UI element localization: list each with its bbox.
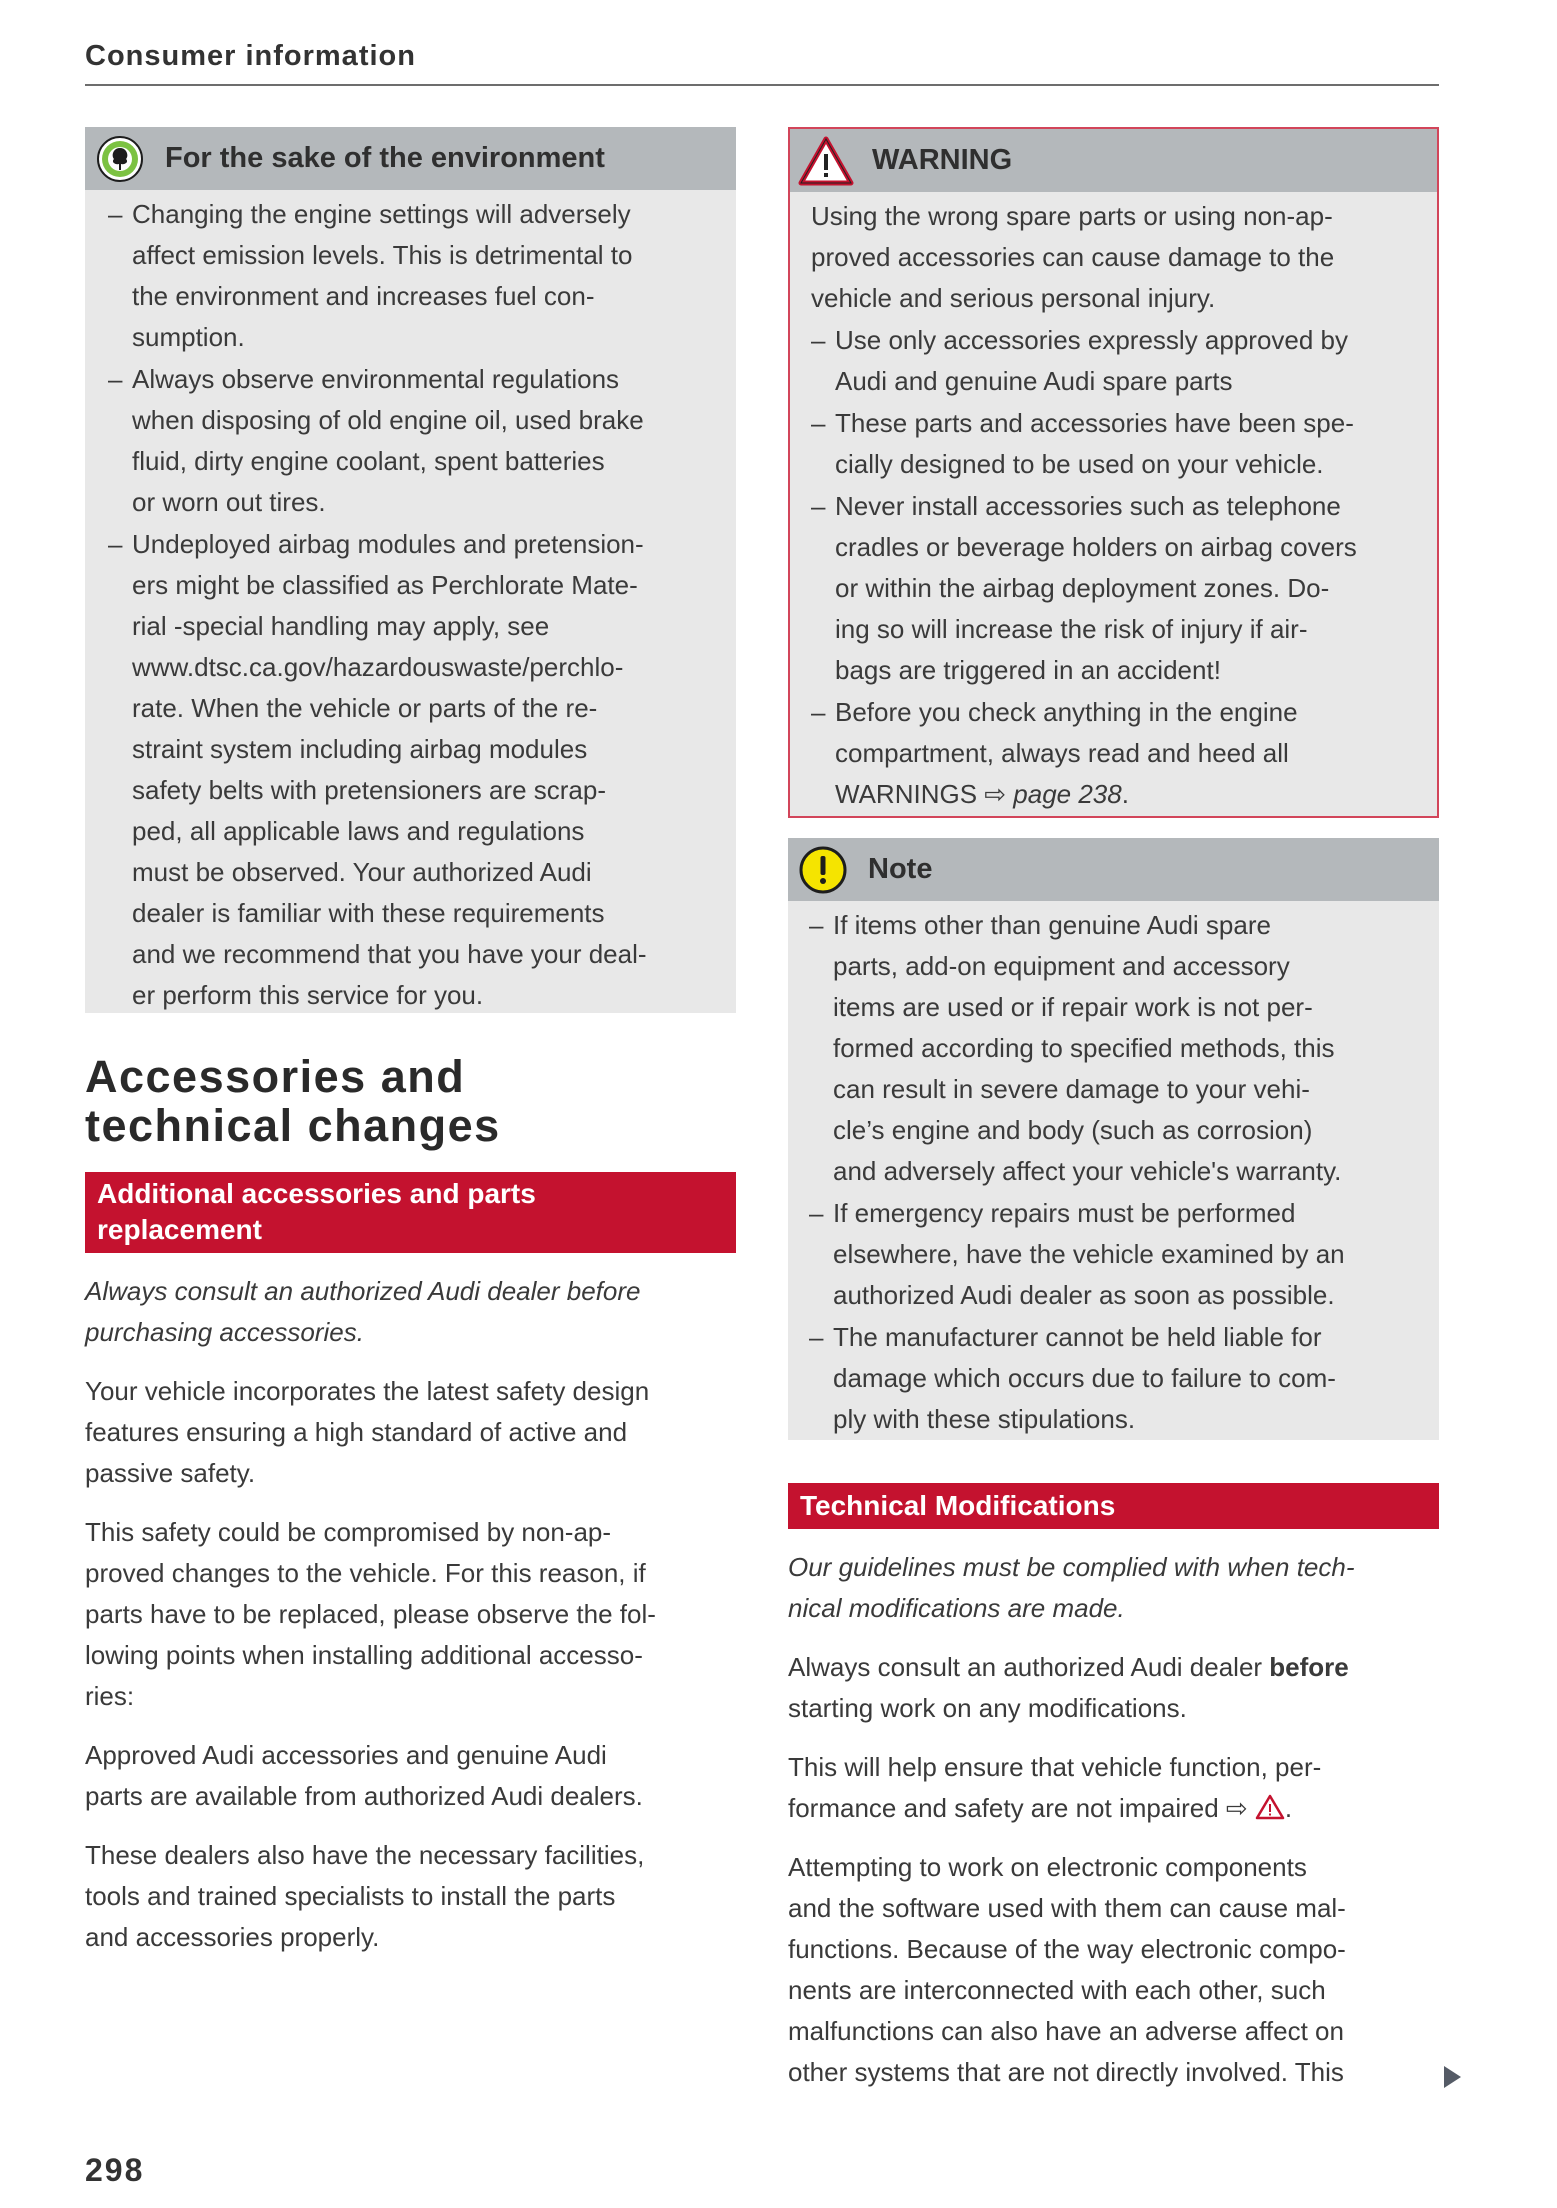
text-segment: formance and safety are not impaired ⇨ bbox=[788, 1793, 1255, 1823]
bullet-dash: – bbox=[811, 697, 826, 727]
bullet-dash: – bbox=[809, 1322, 824, 1352]
text-line: er perform this service for you. bbox=[132, 980, 484, 1010]
paragraph bbox=[85, 1735, 745, 1817]
paragraph bbox=[85, 1371, 745, 1494]
warning-box-content bbox=[790, 192, 1437, 815]
warning-box-title: WARNING bbox=[872, 144, 1013, 176]
triangle-right-icon bbox=[1444, 2066, 1461, 2088]
section-heading-line: technical changes bbox=[85, 1100, 501, 1151]
text-line: and accessories properly. bbox=[85, 1922, 380, 1952]
page-reference: page 238 bbox=[1013, 779, 1122, 809]
text-line: elsewhere, have the vehicle examined by an bbox=[833, 1239, 1345, 1269]
paragraph bbox=[85, 1835, 745, 1958]
list-item bbox=[811, 486, 1437, 691]
text-line: passive safety. bbox=[85, 1458, 256, 1488]
header-rule bbox=[85, 84, 1439, 86]
text-line: Your vehicle incorporates the latest safety design bbox=[85, 1376, 650, 1406]
text-line: safety belts with pretensioners are scrap- bbox=[132, 775, 606, 805]
paragraph bbox=[788, 1647, 1468, 1729]
text-line: proved accessories can cause damage to the bbox=[811, 242, 1335, 272]
section-heading bbox=[85, 1052, 501, 1150]
text-line: This will help ensure that vehicle function, per- bbox=[788, 1752, 1322, 1782]
text-line: Always observe environmental regulations bbox=[132, 364, 620, 394]
text-line: bags are triggered in an accident! bbox=[835, 655, 1221, 685]
text-line: www.dtsc.ca.gov/hazardouswaste/perchlo- bbox=[132, 652, 624, 682]
text-line: proved changes to the vehicle. For this reason, if bbox=[85, 1558, 646, 1588]
text-line: These parts and accessories have been spe- bbox=[835, 408, 1354, 438]
text-line: vehicle and serious personal injury. bbox=[811, 283, 1216, 313]
left-body-text bbox=[85, 1271, 745, 1976]
text-line: ply with these stipulations. bbox=[833, 1404, 1136, 1434]
text-segment: . bbox=[1121, 779, 1129, 809]
text-line: starting work on any modifications. bbox=[788, 1693, 1187, 1723]
warning-box-header bbox=[790, 129, 1437, 192]
environment-box-header bbox=[85, 127, 736, 190]
text-line: Our guidelines must be complied with when tech- bbox=[788, 1552, 1355, 1582]
text-line: items are used or if repair work is not per- bbox=[833, 992, 1313, 1022]
text-line: or within the airbag deployment zones. Do- bbox=[835, 573, 1330, 603]
text-line: and we recommend that you have your deal- bbox=[132, 939, 647, 969]
text-line: formed according to specified methods, this bbox=[833, 1033, 1335, 1063]
text-line: features ensuring a high standard of active and bbox=[85, 1417, 628, 1447]
text-line: ped, all applicable laws and regulations bbox=[132, 816, 585, 846]
text-line: affect emission levels. This is detrimental to bbox=[132, 240, 633, 270]
right-body-text bbox=[788, 1547, 1468, 2111]
environment-box-title: For the sake of the environment bbox=[165, 142, 605, 174]
running-title: Consumer information bbox=[85, 40, 416, 72]
environment-box bbox=[85, 127, 736, 1013]
text-line: rate. When the vehicle or parts of the re- bbox=[132, 693, 598, 723]
subheading-line: replacement bbox=[97, 1214, 262, 1245]
text-line: other systems that are not directly involved. This bbox=[788, 2057, 1344, 2087]
text-line: fluid, dirty engine coolant, spent batteries bbox=[132, 446, 605, 476]
text-line bbox=[788, 1788, 1468, 1829]
text-line: ers might be classified as Perchlorate Mate- bbox=[132, 570, 638, 600]
text-segment: . bbox=[1284, 1793, 1293, 1823]
text-line: parts are available from authorized Audi dealers. bbox=[85, 1781, 643, 1811]
bullet-dash: – bbox=[108, 364, 123, 394]
text-line: damage which occurs due to failure to com- bbox=[833, 1363, 1336, 1393]
text-line: If items other than genuine Audi spare bbox=[833, 910, 1271, 940]
text-line: functions. Because of the way electronic compo- bbox=[788, 1934, 1346, 1964]
list-item bbox=[809, 1317, 1439, 1440]
note-box bbox=[788, 838, 1439, 1440]
text-line: must be observed. Your authorized Audi bbox=[132, 857, 592, 887]
paragraph bbox=[788, 1847, 1468, 2093]
bullet-dash: – bbox=[108, 529, 123, 559]
text-line: malfunctions can also have an adverse affect on bbox=[788, 2016, 1344, 2046]
bullet-dash: – bbox=[809, 910, 824, 940]
paragraph bbox=[788, 1747, 1468, 1829]
list-item bbox=[811, 320, 1437, 402]
text-line: Changing the engine settings will adversely bbox=[132, 199, 631, 229]
text-line: Always consult an authorized Audi dealer before bbox=[85, 1276, 641, 1306]
text-line: tools and trained specialists to install the parts bbox=[85, 1881, 616, 1911]
text-segment: Always consult an authorized Audi dealer bbox=[788, 1652, 1270, 1682]
text-line: straint system including airbag modules bbox=[132, 734, 588, 764]
text-line: Audi and genuine Audi spare parts bbox=[835, 366, 1233, 396]
text-segment: WARNINGS ⇨ bbox=[835, 779, 1014, 809]
text-line: Attempting to work on electronic components bbox=[788, 1852, 1307, 1882]
text-line: compartment, always read and heed all bbox=[835, 738, 1289, 768]
paragraph bbox=[811, 196, 1437, 319]
text-line: sumption. bbox=[132, 322, 245, 352]
text-line: Use only accessories expressly approved by bbox=[835, 325, 1349, 355]
exclamation-circle-icon bbox=[798, 845, 848, 895]
bullet-dash: – bbox=[811, 408, 826, 438]
bold-text: before bbox=[1269, 1652, 1349, 1682]
text-line: authorized Audi dealer as soon as possible. bbox=[833, 1280, 1335, 1310]
list-item bbox=[811, 403, 1437, 485]
note-box-content bbox=[788, 901, 1439, 1440]
text-line: lowing points when installing additional accesso- bbox=[85, 1640, 643, 1670]
paragraph bbox=[85, 1512, 745, 1717]
note-box-title: Note bbox=[868, 853, 933, 885]
text-line: rial -special handling may apply, see bbox=[132, 611, 550, 641]
bullet-dash: – bbox=[809, 1198, 824, 1228]
text-line: or worn out tires. bbox=[132, 487, 326, 517]
tree-icon bbox=[95, 134, 145, 184]
text-line: when disposing of old engine oil, used brake bbox=[132, 405, 644, 435]
list-item bbox=[108, 524, 736, 1016]
text-line: cle’s engine and body (such as corrosion) bbox=[833, 1115, 1313, 1145]
text-line: This safety could be compromised by non-ap- bbox=[85, 1517, 612, 1547]
text-line: These dealers also have the necessary facilities, bbox=[85, 1840, 645, 1870]
text-line: Using the wrong spare parts or using non-ap- bbox=[811, 201, 1333, 231]
text-line: ing so will increase the risk of injury if air- bbox=[835, 614, 1308, 644]
list-item bbox=[809, 905, 1439, 1192]
warning-box bbox=[788, 127, 1439, 818]
environment-box-content bbox=[85, 190, 736, 1016]
paragraph bbox=[788, 1547, 1468, 1629]
text-line: parts have to be replaced, please observe the fol- bbox=[85, 1599, 656, 1629]
text-line: Never install accessories such as telephone bbox=[835, 491, 1341, 521]
list-item bbox=[809, 1193, 1439, 1316]
text-line bbox=[811, 774, 1437, 815]
text-line: Before you check anything in the engine bbox=[835, 697, 1298, 727]
text-line: Undeployed airbag modules and pretension- bbox=[132, 529, 644, 559]
page-number: 298 bbox=[85, 2152, 145, 2188]
text-line: nents are interconnected with each other, such bbox=[788, 1975, 1326, 2005]
text-line: The manufacturer cannot be held liable for bbox=[833, 1322, 1322, 1352]
list-item bbox=[811, 692, 1437, 815]
bullet-dash: – bbox=[811, 491, 826, 521]
text-line: cradles or beverage holders on airbag covers bbox=[835, 532, 1357, 562]
text-line: cially designed to be used on your vehicle. bbox=[835, 449, 1324, 479]
bullet-dash: – bbox=[811, 325, 826, 355]
text-line: ries: bbox=[85, 1681, 135, 1711]
warning-triangle-icon bbox=[798, 136, 854, 186]
warning-triangle-icon bbox=[1255, 1794, 1285, 1820]
text-line: parts, add-on equipment and accessory bbox=[833, 951, 1290, 981]
text-line: If emergency repairs must be performed bbox=[833, 1198, 1296, 1228]
paragraph bbox=[85, 1271, 745, 1353]
list-item bbox=[108, 359, 736, 523]
text-line: the environment and increases fuel con- bbox=[132, 281, 595, 311]
text-line: purchasing accessories. bbox=[85, 1317, 364, 1347]
text-line bbox=[788, 1647, 1468, 1688]
bullet-dash: – bbox=[108, 199, 123, 229]
text-line: and adversely affect your vehicle's warranty. bbox=[833, 1156, 1342, 1186]
text-line: Approved Audi accessories and genuine Audi bbox=[85, 1740, 607, 1770]
subheading-technical-modifications: Technical Modifications bbox=[788, 1483, 1439, 1529]
section-heading-line: Accessories and bbox=[85, 1051, 466, 1102]
subheading-accessories bbox=[85, 1172, 736, 1253]
text-line: and the software used with them can cause mal- bbox=[788, 1893, 1346, 1923]
note-box-header bbox=[788, 838, 1439, 901]
list-item bbox=[108, 194, 736, 358]
text-line: dealer is familiar with these requirements bbox=[132, 898, 605, 928]
subheading-line: Additional accessories and parts bbox=[97, 1178, 536, 1209]
text-line: nical modifications are made. bbox=[788, 1593, 1125, 1623]
text-line: can result in severe damage to your vehi- bbox=[833, 1074, 1310, 1104]
